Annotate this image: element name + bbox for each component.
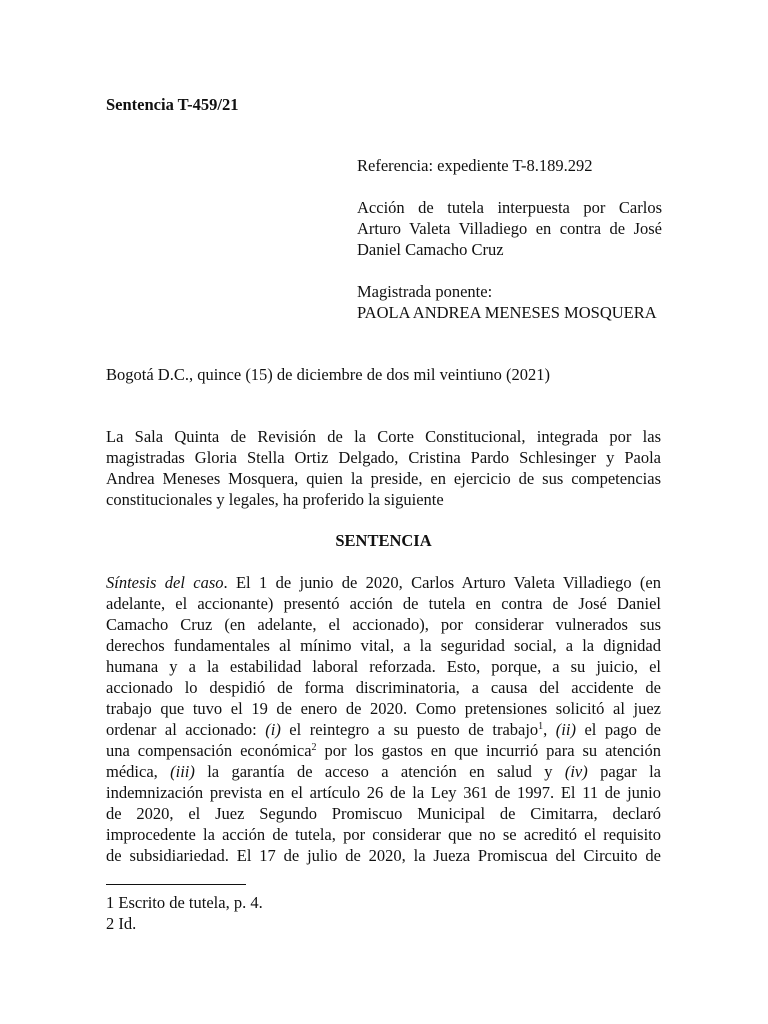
synthesis-label: Síntesis del caso [106, 573, 224, 592]
intro-line: constitucionales y legales, ha proferido la siguiente [106, 490, 444, 509]
synthesis-line: trabajo que tuvo el 19 de enero de 2020. Como pretensiones solicitó al juez [106, 699, 661, 718]
footnote-1: 1 Escrito de tutela, p. 4. [106, 893, 263, 912]
synthesis-text: , [543, 720, 556, 739]
synthesis-text: ordenar al accionado: [106, 720, 266, 739]
reference-accion-line: Acción de tutela interpuesta por Carlos [357, 198, 662, 217]
synthesis-line: de subsidiariedad. El 17 de julio de 2020, la Jueza Promiscua del Circuito de [106, 846, 661, 865]
synthesis-line [106, 572, 661, 593]
footnote-2: 2 Id. [106, 914, 137, 933]
synthesis-text: médica, [106, 762, 171, 781]
synthesis-line [106, 740, 661, 761]
synthesis-text: la garantía de acceso a atención en salud y [194, 762, 565, 781]
synthesis-line: humana y a la estabilidad laboral reforzada. Esto, porque, a su juicio, el [106, 657, 661, 676]
enum-marker: (ii) [555, 720, 576, 739]
synthesis-line: Camacho Cruz (en adelante, el accionado), por considerar vulnerados sus [106, 615, 661, 634]
enum-marker: (i) [265, 720, 281, 739]
synthesis-line: adelante, el accionante) presentó acción de tutela en contra de José Daniel [106, 594, 661, 613]
synthesis-paragraph [106, 572, 661, 866]
synthesis-line: improcedente la acción de tutela, por considerar que no se acreditó el requisito [106, 825, 661, 844]
synthesis-line: derechos fundamentales al mínimo vital, a la seguridad social, a la dignidad [106, 636, 661, 655]
intro-line: La Sala Quinta de Revisión de la Corte Constitucional, integrada por las [106, 427, 661, 446]
intro-line: Andrea Meneses Mosquera, quien la preside, en ejercicio de sus competencias [106, 469, 661, 488]
footnote-separator [106, 884, 246, 885]
place-date: Bogotá D.C., quince (15) de diciembre de dos mil veintiuno (2021) [106, 365, 551, 384]
section-heading: SENTENCIA [335, 531, 432, 550]
synthesis-text: una compensación económica [106, 741, 312, 760]
synthesis-line: accionado lo despidió de forma discriminatoria, a causa del accidente de [106, 678, 661, 697]
footnote-ref[interactable]: 2 [311, 742, 317, 753]
enum-marker: (iii) [170, 762, 195, 781]
synthesis-text: el pago de [575, 720, 661, 739]
intro-line: magistradas Gloria Stella Ortiz Delgado, Cristina Pardo Schlesinger y Paola [106, 448, 661, 467]
ponente-name: PAOLA ANDREA MENESES MOSQUERA [357, 303, 657, 322]
synthesis-text: por los gastos en que incurrió para su atención [316, 741, 661, 760]
reference-accion [357, 197, 662, 260]
document-title: Sentencia T-459/21 [106, 95, 239, 114]
synthesis-text: el reintegro a su puesto de trabajo [280, 720, 539, 739]
reference-accion-line: Daniel Camacho Cruz [357, 240, 504, 259]
intro-paragraph [106, 426, 661, 510]
footnote-ref[interactable]: 1 [538, 721, 544, 732]
synthesis-line [106, 761, 661, 782]
reference-accion-line: Arturo Valeta Villadiego en contra de José [357, 219, 662, 238]
reference-expediente: Referencia: expediente T-8.189.292 [357, 156, 593, 175]
synthesis-text: pagar la [587, 762, 662, 781]
enum-marker: (iv) [564, 762, 588, 781]
synthesis-line [106, 719, 661, 740]
synthesis-line: indemnización prevista en el artículo 26 de la Ley 361 de 1997. El 11 de junio [106, 783, 661, 802]
ponente-label: Magistrada ponente: [357, 282, 493, 301]
synthesis-line: de 2020, el Juez Segundo Promiscuo Municipal de Cimitarra, declaró [106, 804, 661, 823]
synthesis-text: . El 1 de junio de 2020, Carlos Arturo Valeta Villadiego (en [223, 573, 661, 592]
